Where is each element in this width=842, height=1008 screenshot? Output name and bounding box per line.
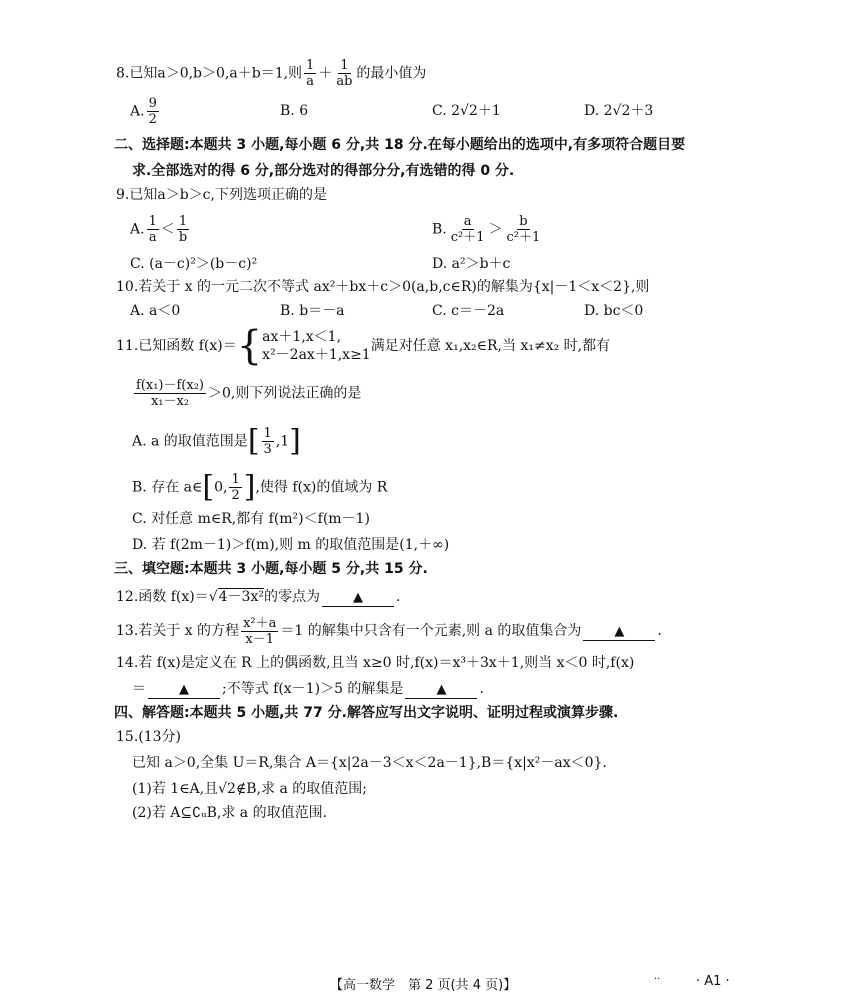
q8-option-a: [130, 96, 161, 127]
right-bracket: ]: [289, 423, 301, 459]
q8-fraction-1: [304, 58, 316, 89]
option-label: A.: [130, 103, 145, 120]
frac-num: 9: [148, 96, 157, 111]
q14-end: .: [479, 681, 484, 697]
q8-option-c: C. 2√2＋1: [432, 103, 501, 119]
q8-option-a-fraction: [147, 96, 159, 127]
q9-option-d: D. a²＞b＋c: [432, 256, 511, 272]
option-text: 0,: [214, 479, 228, 496]
frac-den: 3: [263, 442, 272, 457]
left-brace: {: [236, 323, 263, 369]
question-11-stem: [116, 323, 611, 369]
question-15-part-2: (2)若 A⊆∁ᵤB,求 a 的取值范围.: [132, 805, 328, 821]
triangle-icon: ▲: [179, 682, 189, 697]
q11-option-b: [132, 469, 388, 505]
frac-den: 2: [148, 112, 157, 127]
frac: [505, 214, 543, 245]
relation: ＜: [160, 221, 175, 238]
frac-den: x₁－x₂: [150, 394, 190, 409]
left-bracket: [: [202, 469, 215, 505]
footer-code: · A1 ·: [696, 974, 730, 989]
q8-tail: 的最小值为: [356, 65, 427, 82]
section-3-title: 三、填空题:本题共 3 小题,每小题 5 分,共 15 分.: [114, 561, 428, 577]
q8-option-d: D. 2√2＋3: [584, 103, 654, 119]
answer-blank-2[interactable]: [405, 681, 477, 699]
q10-option-d: D. bc＜0: [584, 303, 644, 319]
frac-num: 1: [148, 214, 157, 229]
option-text: ,使得 f(x)的值域为 R: [255, 479, 388, 496]
q11-option-a: [132, 423, 301, 459]
section-2-line-2: 求.全部选对的得 6 分,部分选对的得部分分,有选错的得 0 分.: [132, 163, 515, 179]
q12-end: .: [395, 589, 401, 605]
q11-cond-tail: ＞0,则下列说法正确的是: [208, 385, 362, 402]
frac: [147, 214, 159, 245]
frac-den: x－1: [245, 631, 275, 647]
q13-pre: 13.若关于 x 的方程: [116, 623, 240, 639]
q9-option-a: [130, 214, 191, 245]
q8-fraction-2: [334, 58, 354, 89]
plus: ＋: [318, 65, 333, 82]
question-8: [116, 58, 426, 89]
q11-stem-post: 满足对任意 x₁,x₂∈R,当 x₁≠x₂ 时,都有: [370, 338, 611, 354]
frac-den: c²＋1: [506, 230, 541, 245]
question-9: 9.已知a＞b＞c,下列选项正确的是: [116, 187, 327, 203]
question-15-body: 已知 a＞0,全集 U＝R,集合 A＝{x|2a－3＜x＜2a－1},B＝{x|x²－ax＜0}.: [132, 755, 607, 771]
q9-option-c: C. (a－c)²＞(b－c)²: [130, 256, 258, 272]
q8-option-b: B. 6: [280, 103, 309, 119]
frac-num: f(x₁)－f(x₂): [136, 378, 204, 393]
question-15-head: 15.(13分): [116, 729, 182, 745]
frac-den: a: [306, 74, 315, 89]
relation: ＞: [488, 221, 503, 238]
piecewise: [262, 328, 371, 364]
option-text: B. 存在 a∈: [132, 479, 203, 496]
frac-num: 1: [306, 58, 315, 73]
footer-mark: ··: [654, 974, 661, 985]
option-text: A. a 的取值范围是: [132, 433, 248, 450]
q12-radicand: 4－3x²: [218, 589, 264, 605]
frac: [449, 214, 487, 245]
frac: [241, 616, 278, 647]
q13-end: .: [657, 623, 662, 639]
question-10: 10.若关于 x 的一元二次不等式 ax²＋bx＋c＞0(a,b,c∈R)的解集为{x|－1＜x＜2},则: [116, 279, 650, 295]
q10-option-b: B. b＝－a: [280, 303, 345, 319]
frac-num: 1: [178, 214, 188, 229]
question-12: [116, 586, 400, 608]
frac: [177, 214, 189, 245]
q12-pre: 12.函数 f(x)＝√: [116, 589, 218, 605]
q13-post: ＝1 的解集中只含有一个元素,则 a 的取值集合为: [280, 623, 582, 639]
answer-blank[interactable]: [322, 589, 394, 607]
section-2-line-1: 二、选择题:本题共 3 小题,每小题 6 分,共 18 分.在每小题给出的选项中,有多项符合题目要: [114, 137, 686, 153]
q11-option-c: C. 对任意 m∈R,都有 f(m²)＜f(m－1): [132, 511, 370, 527]
q9-option-b: [432, 214, 544, 245]
q11-option-d: D. 若 f(2m－1)＞f(m),则 m 的取值范围是(1,＋∞): [132, 537, 450, 553]
option-label: A.: [130, 221, 145, 238]
right-bracket: ]: [243, 469, 256, 505]
left-bracket: [: [247, 423, 260, 459]
q10-option-a: A. a＜0: [130, 303, 181, 319]
q11-stem-pre: 11.已知函数 f(x)＝: [116, 338, 237, 354]
triangle-icon: ▲: [352, 590, 363, 605]
question-14-line-2: [132, 678, 484, 700]
q12-post: 的零点为: [263, 589, 320, 605]
triangle-icon: ▲: [436, 682, 447, 697]
q14-mid: ;不等式 f(x－1)＞5 的解集是: [222, 681, 404, 697]
frac-num: x²＋a: [243, 615, 277, 631]
frac: [229, 472, 241, 503]
frac-num: 1: [340, 58, 349, 73]
answer-blank-1[interactable]: [148, 681, 220, 699]
question-11-condition: [132, 378, 361, 409]
triangle-icon: ▲: [614, 624, 625, 639]
frac-den: ab: [336, 74, 353, 89]
piece-2: x²－2ax＋1,x≥1: [262, 347, 371, 363]
difference-quotient: [134, 378, 206, 409]
section-4-title: 四、解答题:本题共 5 小题,共 77 分.解答应写出文字说明、证明过程或演算步骤.: [114, 705, 619, 721]
question-14-line-1: 14.若 f(x)是定义在 R 上的偶函数,且当 x≥0 时,f(x)＝x³＋3x＋1,则当 x＜0 时,f(x): [116, 655, 635, 671]
frac-den: b: [178, 230, 188, 245]
frac-num: 1: [231, 472, 240, 487]
answer-blank[interactable]: [583, 623, 655, 641]
option-text: ,1: [275, 433, 290, 450]
footer-page-info: 【高一数学 第 2 页(共 4 页)】: [330, 978, 517, 993]
q14-pre: ＝: [132, 681, 146, 697]
option-label: B.: [432, 221, 447, 238]
frac-num: b: [519, 214, 528, 229]
frac-den: a: [148, 230, 157, 245]
frac-num: a: [463, 214, 472, 229]
piece-1: ax＋1,x＜1,: [262, 329, 342, 345]
question-15-part-1: (1)若 1∈A,且√2∉B,求 a 的取值范围;: [132, 781, 368, 797]
frac-den: c²＋1: [450, 230, 485, 245]
q8-stem: 8.已知a＞0,b＞0,a＋b＝1,则: [116, 65, 303, 82]
frac-num: 1: [263, 426, 272, 441]
frac-den: 2: [231, 488, 240, 503]
frac: [262, 426, 274, 457]
q10-option-c: C. c＝－2a: [432, 303, 505, 319]
question-13: [116, 614, 662, 648]
